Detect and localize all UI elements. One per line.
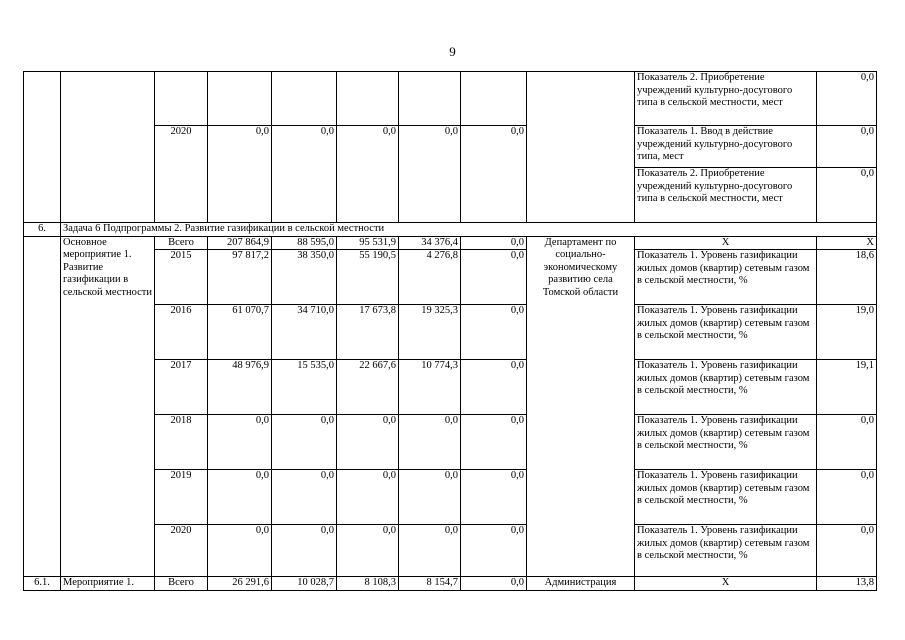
department-cell: Администрация	[527, 577, 635, 591]
event-number: 6.1.	[24, 577, 61, 591]
budget-table	[23, 71, 877, 591]
value-cell: 0,0	[208, 126, 272, 223]
indicator-value: 0,0	[817, 525, 877, 577]
value-cell: 0,0	[272, 126, 337, 223]
table-row	[24, 72, 877, 126]
value-cell: 22 667,6	[337, 360, 399, 415]
task-number: 6.	[24, 223, 61, 237]
value-cell: 10 774,3	[399, 360, 461, 415]
value-cell: 0,0	[272, 525, 337, 577]
value-cell: 0,0	[461, 415, 527, 470]
value-cell: 0,0	[399, 470, 461, 525]
table-row	[24, 236, 877, 250]
year-cell: 2018	[155, 415, 208, 470]
year-cell: 2017	[155, 360, 208, 415]
total-label: Всего	[155, 236, 208, 250]
indicator-text: Показатель 1. Уровень газификации жилых домов (квартир) сетевым газом в сельской местности, %	[635, 525, 817, 577]
value-cell: 19 325,3	[399, 305, 461, 360]
value-cell: 0,0	[461, 305, 527, 360]
indicator-value: 0,0	[817, 126, 877, 168]
value-cell	[337, 72, 399, 126]
year-cell: 2020	[155, 126, 208, 223]
value-cell: 0,0	[461, 236, 527, 250]
year-cell: 2020	[155, 525, 208, 577]
value-cell: 0,0	[272, 470, 337, 525]
value-cell: 0,0	[399, 126, 461, 223]
indicator-text: Х	[635, 577, 817, 591]
year-cell: 2019	[155, 470, 208, 525]
indicator-value: 18,6	[817, 250, 877, 305]
indicator-value: 19,1	[817, 360, 877, 415]
table-row	[24, 577, 877, 591]
value-cell: 34 710,0	[272, 305, 337, 360]
cell-empty	[24, 72, 61, 223]
event-name: Мероприятие 1.	[61, 577, 155, 591]
value-cell: 0,0	[337, 525, 399, 577]
value-cell: 0,0	[461, 250, 527, 305]
value-cell: 26 291,6	[208, 577, 272, 591]
value-cell: 0,0	[461, 360, 527, 415]
indicator-value: 13,8	[817, 577, 877, 591]
year-cell: 2015	[155, 250, 208, 305]
value-cell: 95 531,9	[337, 236, 399, 250]
value-cell: 0,0	[399, 525, 461, 577]
value-cell: 88 595,0	[272, 236, 337, 250]
value-cell: 0,0	[208, 525, 272, 577]
year-cell: 2016	[155, 305, 208, 360]
value-cell	[272, 72, 337, 126]
value-cell: 207 864,9	[208, 236, 272, 250]
value-cell: 0,0	[399, 415, 461, 470]
indicator-text: Показатель 1. Уровень газификации жилых домов (квартир) сетевым газом в сельской местности, %	[635, 415, 817, 470]
indicator-text: Показатель 1. Уровень газификации жилых домов (квартир) сетевым газом в сельской местности, %	[635, 360, 817, 415]
value-cell: 8 154,7	[399, 577, 461, 591]
value-cell	[461, 72, 527, 126]
task-title: Задача 6 Подпрограммы 2. Развитие газификации в сельской местности	[61, 223, 877, 237]
indicator-value: Х	[817, 236, 877, 250]
indicator-text: Показатель 1. Ввод в действие учреждений культурно-досугового типа, мест	[635, 126, 817, 168]
value-cell: 0,0	[337, 470, 399, 525]
indicator-value: 0,0	[817, 72, 877, 126]
value-cell: 0,0	[337, 126, 399, 223]
indicator-text: Х	[635, 236, 817, 250]
department-cell: Департамент по социально-экономическому развитию села Томской области	[527, 236, 635, 577]
year-cell	[155, 72, 208, 126]
value-cell	[208, 72, 272, 126]
value-cell: 97 817,2	[208, 250, 272, 305]
value-cell: 48 976,9	[208, 360, 272, 415]
value-cell: 55 190,5	[337, 250, 399, 305]
value-cell: 0,0	[461, 525, 527, 577]
indicator-text: Показатель 1. Уровень газификации жилых домов (квартир) сетевым газом в сельской местности, %	[635, 305, 817, 360]
value-cell: 17 673,8	[337, 305, 399, 360]
value-cell: 10 028,7	[272, 577, 337, 591]
value-cell: 0,0	[461, 470, 527, 525]
indicator-text: Показатель 2. Приобретение учреждений культурно-досугового типа в сельской местности, мест	[635, 168, 817, 223]
value-cell	[399, 72, 461, 126]
cell-empty	[24, 236, 61, 577]
cell-empty	[61, 72, 155, 223]
task-row	[24, 223, 877, 237]
value-cell: 61 070,7	[208, 305, 272, 360]
value-cell: 38 350,0	[272, 250, 337, 305]
value-cell: 0,0	[461, 577, 527, 591]
total-label: Всего	[155, 577, 208, 591]
indicator-value: 0,0	[817, 470, 877, 525]
indicator-value: 0,0	[817, 415, 877, 470]
value-cell: 0,0	[208, 415, 272, 470]
value-cell: 0,0	[272, 415, 337, 470]
indicator-text: Показатель 1. Уровень газификации жилых домов (квартир) сетевым газом в сельской местности, %	[635, 470, 817, 525]
value-cell: 34 376,4	[399, 236, 461, 250]
indicator-text: Показатель 2. Приобретение учреждений культурно-досугового типа в сельской местности, мест	[635, 72, 817, 126]
event-name: Основное мероприятие 1. Развитие газификации в сельской местности	[61, 236, 155, 577]
value-cell: 15 535,0	[272, 360, 337, 415]
indicator-text: Показатель 1. Уровень газификации жилых домов (квартир) сетевым газом в сельской местности, %	[635, 250, 817, 305]
cell-empty	[527, 72, 635, 223]
value-cell: 0,0	[337, 415, 399, 470]
value-cell: 0,0	[461, 126, 527, 223]
value-cell: 8 108,3	[337, 577, 399, 591]
value-cell: 0,0	[208, 470, 272, 525]
value-cell: 4 276,8	[399, 250, 461, 305]
indicator-value: 0,0	[817, 168, 877, 223]
page-number: 9	[449, 44, 456, 59]
indicator-value: 19,0	[817, 305, 877, 360]
